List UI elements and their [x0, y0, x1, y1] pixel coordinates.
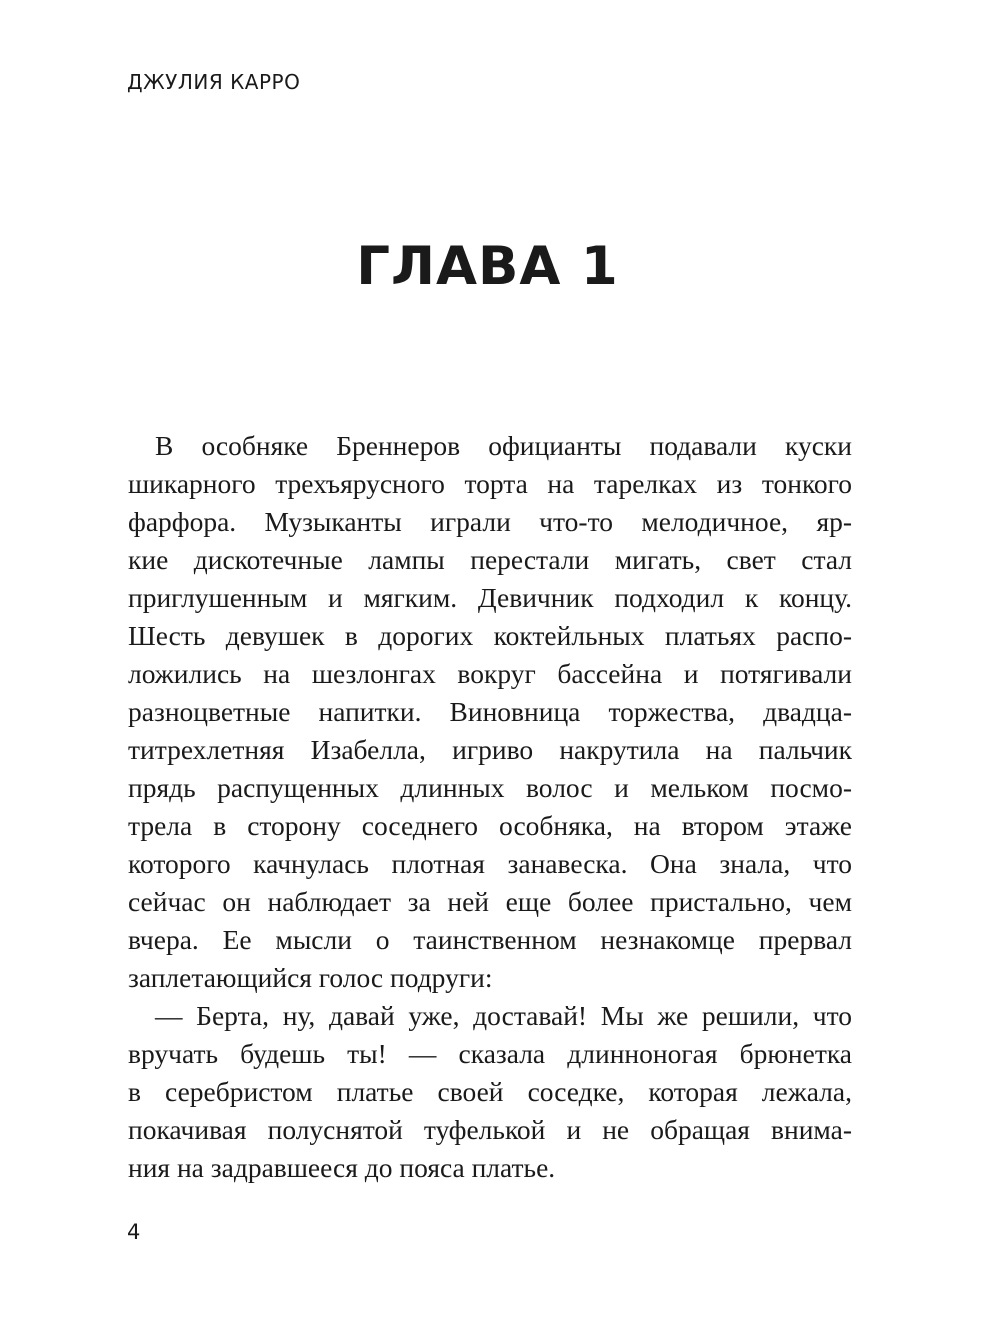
text-line: трела в сторону соседнего особняка, на втором этаже: [128, 810, 852, 841]
text-line: разноцветные напитки. Виновница торжества, двадца-: [128, 696, 852, 727]
text-line: приглушенным и мягким. Девичник подходил к концу.: [128, 582, 852, 613]
text-line: кие дискотечные лампы перестали мигать, свет стал: [128, 544, 852, 575]
text-line: вручать будешь ты! — сказала длинноногая брюнетка: [128, 1038, 852, 1069]
chapter-title: ГЛАВА 1: [356, 236, 619, 297]
text-line: Шесть девушек в дорогих коктейльных платьях распо-: [128, 620, 852, 651]
text-line: сейчас он наблюдает за ней еще более пристально, чем: [128, 886, 852, 917]
text-line: В особняке Бреннеров официанты подавали куски: [155, 430, 852, 461]
text-line: вчера. Ее мысли о таинственном незнакомце прервал: [128, 924, 852, 955]
text-line: заплетающийся голос подруги:: [128, 962, 493, 993]
page-number: 4: [127, 1220, 141, 1244]
text-line: титрехлетняя Изабелла, игриво накрутила на пальчик: [128, 734, 852, 765]
text-line: прядь распущенных длинных волос и мельком посмо-: [128, 772, 852, 803]
text-line: покачивая полуснятой туфелькой и не обращая внима-: [128, 1114, 852, 1145]
running-head-author: ДЖУЛИЯ КАРРО: [127, 70, 301, 94]
text-line: ложились на шезлонгах вокруг бассейна и потягивали: [128, 658, 852, 689]
text-line: — Берта, ну, давай уже, доставай! Мы же решили, что: [155, 1000, 852, 1031]
text-line: шикарного трехъярусного торта на тарелках из тонкого: [128, 468, 852, 499]
text-line: ния на задравшееся до пояса платье.: [128, 1152, 556, 1183]
body-text: [128, 427, 852, 1187]
text-line: которого качнулась плотная занавеска. Она знала, что: [128, 848, 852, 879]
text-line: в серебристом платье своей соседке, которая лежала,: [128, 1076, 852, 1107]
text-line: фарфора. Музыканты играли что-то мелодичное, яр-: [128, 506, 852, 537]
